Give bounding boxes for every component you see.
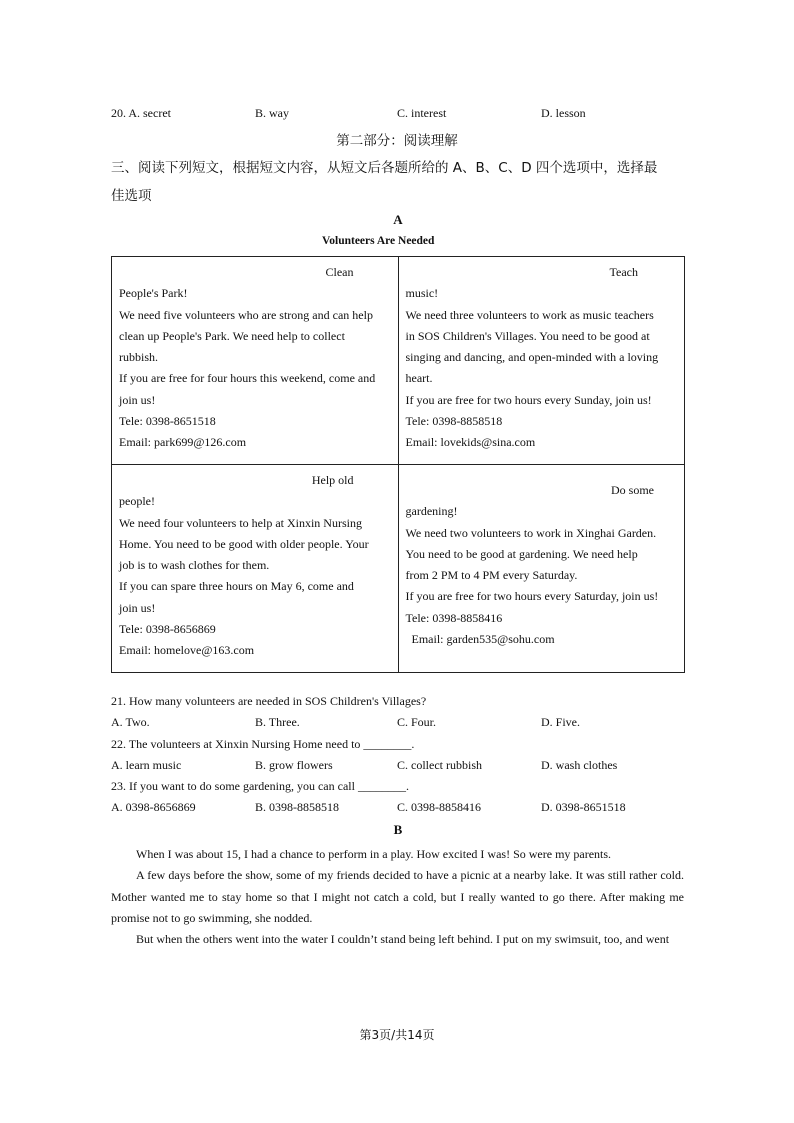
ad-phone: Tele: 0398-8858416 — [405, 610, 503, 625]
ad-line: We need five volunteers who are strong and can help — [119, 307, 373, 322]
passage-b-label: B — [393, 822, 403, 837]
ad-line: If you can spare three hours on May 6, come and — [119, 579, 354, 594]
ad-line: job is to wash clothes for them. — [119, 558, 270, 573]
ad-gardening — [406, 480, 679, 650]
ad-email: Email: park699@126.com — [119, 435, 247, 450]
q20-option-a: 20. A. secret — [111, 106, 171, 120]
section-three-instruction-line1: 三、阅读下列短文，根据短文内容，从短文后各题所给的 A、B、C、D 四个选项中，选择最 — [111, 160, 658, 176]
ad-help-old-people — [119, 470, 392, 662]
ad-phone: Tele: 0398-8656869 — [119, 622, 216, 637]
q23-option-a: A. 0398-8656869 — [111, 800, 196, 814]
ad-title-end: gardening! — [405, 504, 458, 519]
ad-line: singing and dancing, and open-minded with a loving — [405, 350, 659, 365]
ad-title-start: Help old — [311, 473, 354, 487]
ad-line: Home. You need to be good with older people. Your — [119, 536, 369, 551]
passage-a-label: A — [393, 212, 403, 227]
ad-line: rubbish. — [119, 350, 158, 365]
ad-line: We need three volunteers to work as music teachers — [405, 307, 654, 322]
ad-cell — [398, 465, 685, 673]
ad-phone: Tele: 0398-8651518 — [119, 414, 216, 429]
ad-title-start: Do some — [611, 483, 654, 497]
ad-title-end: music! — [405, 286, 439, 301]
ad-line: from 2 PM to 4 PM every Saturday. — [405, 568, 578, 583]
ad-email: Email: garden535@sohu.com — [405, 632, 555, 647]
passage-b-body — [111, 844, 684, 950]
ad-cell — [112, 465, 399, 673]
q21-option-a: A. Two. — [111, 715, 150, 729]
q21-option-c: C. Four. — [397, 715, 437, 729]
part-two-title: 第二部分：阅读理解 — [336, 133, 458, 149]
ad-title-end: People's Park! — [119, 286, 188, 301]
q23-option-b: B. 0398-8858518 — [255, 800, 339, 814]
passage-b-paragraph: But when the others went into the water I couldn’t stand being left behind. I put on my swimsuit, too, and went — [136, 932, 670, 947]
ad-line: You need to be good at gardening. We need help — [405, 546, 638, 561]
q22-stem: 22. The volunteers at Xinxin Nursing Home need to ________. — [111, 737, 415, 751]
ad-phone: Tele: 0398-8858518 — [405, 414, 503, 429]
ad-line: join us! — [119, 600, 156, 615]
ad-line: heart. — [405, 371, 433, 386]
passage-b-paragraph: A few days before the show, some of my friends decided to have a picnic at a nearby lake. It was still rather cold. Mother wanted me to stay home so that I might not catch a cold, but I really wanted to go there. After making me promise not to go swimming, she nodded. — [111, 868, 684, 925]
section-three-instruction-line2: 佳选项 — [111, 188, 152, 204]
ad-line: If you are free for two hours every Sunday, join us! — [405, 392, 652, 407]
ad-email: Email: homelove@163.com — [119, 643, 255, 658]
ad-teach-music — [406, 262, 679, 454]
q20-option-c: C. interest — [397, 106, 447, 120]
q23-stem: 23. If you want to do some gardening, you can call ________. — [111, 779, 409, 793]
q23-option-d: D. 0398-8651518 — [541, 800, 626, 814]
ad-line: We need two volunteers to work in Xinghai Garden. — [405, 525, 657, 540]
ad-title-start: Teach — [609, 265, 638, 279]
page-footer: 第3页/共14页 — [359, 1028, 435, 1042]
ad-line: in SOS Children's Villages. You need to be good at — [405, 328, 650, 343]
ad-clean-park — [119, 262, 392, 454]
q22-option-c: C. collect rubbish — [397, 758, 482, 772]
ad-cell — [398, 257, 685, 465]
ad-cell — [112, 257, 399, 465]
q21-option-d: D. Five. — [541, 715, 580, 729]
ad-line: If you are free for two hours every Saturday, join us! — [405, 589, 659, 604]
ad-title-start: Clean — [325, 265, 354, 279]
q22-option-b: B. grow flowers — [255, 758, 333, 772]
ad-line: clean up People's Park. We need help to collect — [119, 328, 345, 343]
q20-option-b: B. way — [255, 106, 289, 120]
q23-option-c: C. 0398-8858416 — [397, 800, 481, 814]
q20-option-d: D. lesson — [541, 106, 586, 120]
ad-line: We need four volunteers to help at Xinxin Nursing — [119, 515, 362, 530]
ad-email: Email: lovekids@sina.com — [405, 435, 536, 450]
q22-option-d: D. wash clothes — [541, 758, 618, 772]
passage-a-title: Volunteers Are Needed — [322, 235, 435, 247]
q21-option-b: B. Three. — [255, 715, 300, 729]
q21-stem: 21. How many volunteers are needed in SOS Children's Villages? — [111, 694, 427, 708]
passage-b-paragraph: When I was about 15, I had a chance to perform in a play. How excited I was! So were my parents. — [136, 847, 612, 861]
ad-title-end: people! — [119, 494, 155, 509]
ad-line: join us! — [119, 392, 156, 407]
q22-option-a: A. learn music — [111, 758, 182, 772]
ad-line: If you are free for four hours this weekend, come and — [119, 371, 376, 386]
volunteer-ads-table — [111, 256, 685, 673]
